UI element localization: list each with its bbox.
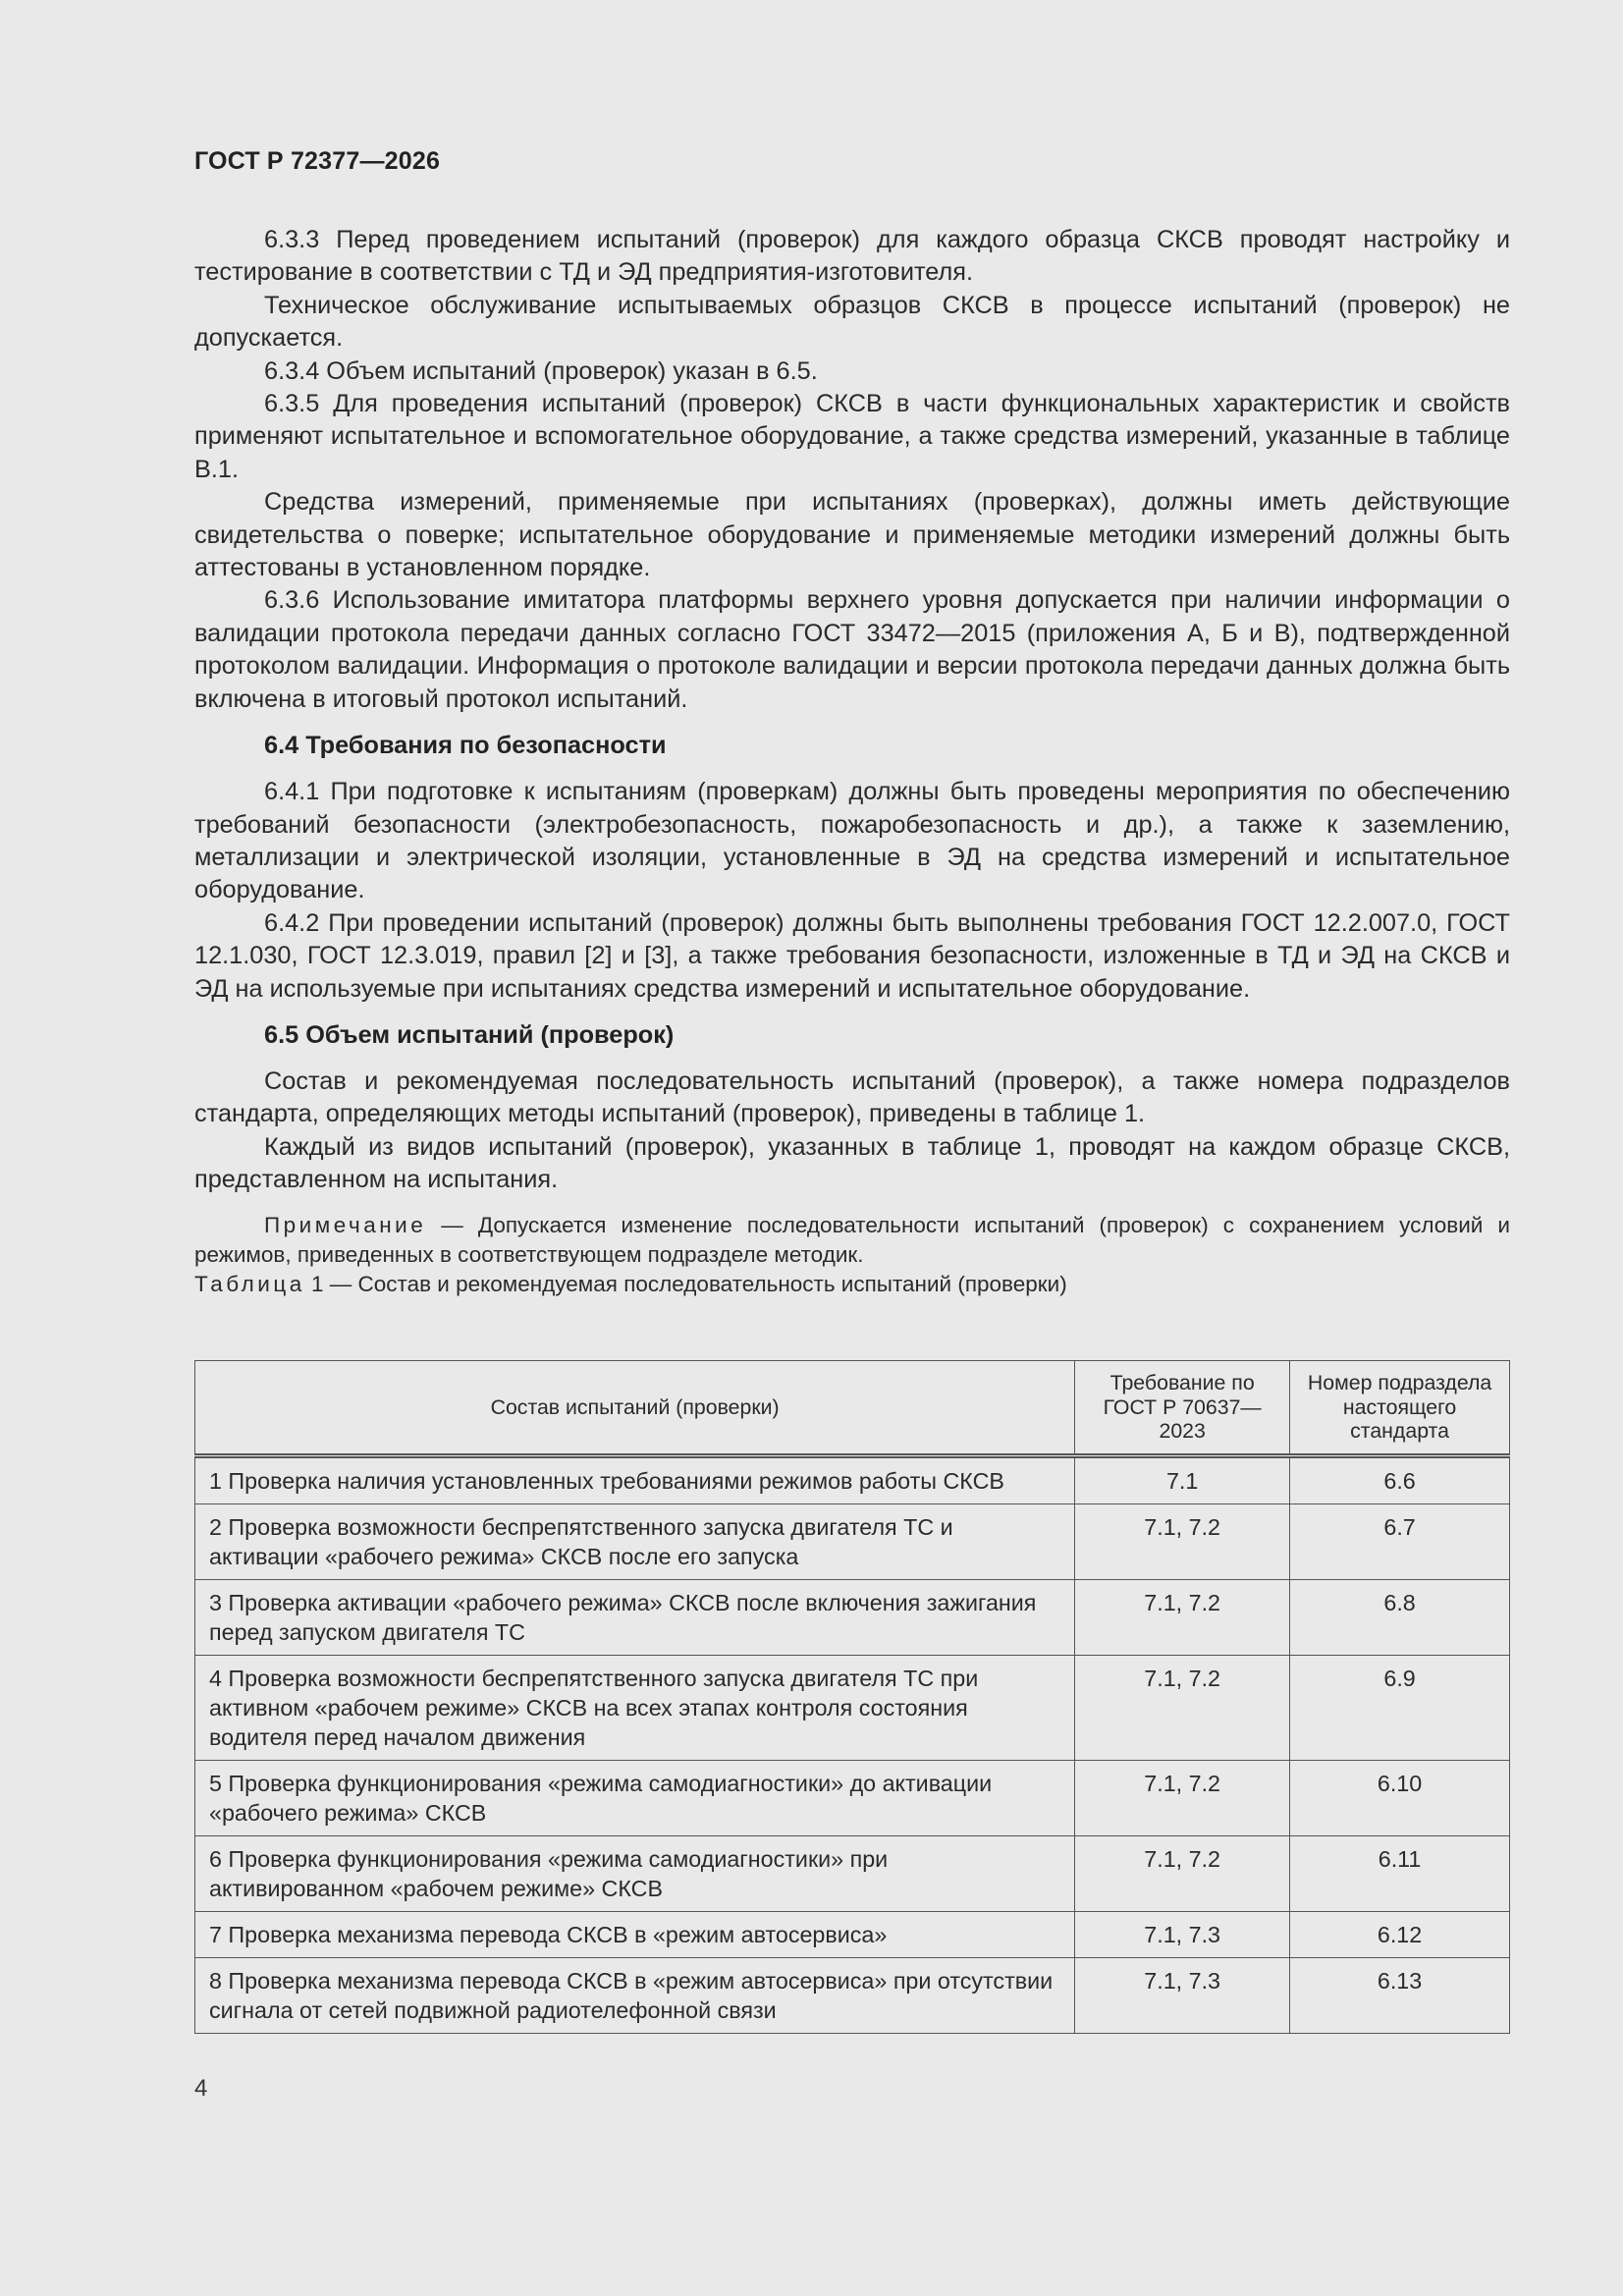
note-label: Примечание (264, 1212, 427, 1237)
body-text (194, 224, 1510, 1299)
test-description: 1 Проверка наличия установленных требованиями режимов работы СКСВ (195, 1456, 1075, 1504)
subsection-ref: 6.7 (1290, 1504, 1510, 1580)
requirement-ref: 7.1, 7.3 (1075, 1912, 1290, 1958)
subsection-ref: 6.8 (1290, 1580, 1510, 1656)
paragraph-maintenance: Техническое обслуживание испытываемых образцов СКСВ в процессе испытаний (проверок) не допускается. (194, 291, 1510, 353)
header-requirement: Требование по ГОСТ Р 70637—2023 (1075, 1361, 1290, 1456)
table-row (195, 1656, 1510, 1761)
subsection-ref: 6.6 (1290, 1456, 1510, 1504)
table-row (195, 1580, 1510, 1656)
test-description: 4 Проверка возможности беспрепятственного запуска двигателя ТС при активном «рабочем режиме» СКСВ на всех этапах контроля состояния водителя перед началом движения (195, 1656, 1075, 1761)
note-text: — Допускается изменение последовательности испытаний (проверок) с сохранением условий и режимов, приведенных в соответствующем подразделе методик. (194, 1212, 1510, 1267)
table-row (195, 1456, 1510, 1504)
test-description: 7 Проверка механизма перевода СКСВ в «режим автосервиса» (195, 1912, 1075, 1958)
standard-header: ГОСТ Р 72377—2026 (194, 147, 441, 175)
note (194, 1211, 1510, 1270)
subsection-ref: 6.13 (1290, 1958, 1510, 2034)
test-description: 2 Проверка возможности беспрепятственного запуска двигателя ТС и активации «рабочего режима» СКСВ после его запуска (195, 1504, 1075, 1580)
table-row (195, 1912, 1510, 1958)
table-caption-text: 1 — Состав и рекомендуемая последовательность испытаний (проверки) (304, 1271, 1067, 1296)
paragraph-6-3-4: 6.3.4 Объем испытаний (проверок) указан в 6.5. (264, 356, 818, 385)
paragraph-6-4-1: 6.4.1 При подготовке к испытаниям (проверкам) должны быть проведены мероприятия по обеспечению требований безопасности (электробезопасность, пожаробезопасность и др.), а также к заземлению, металлизации и электрической изоляции, установленные в ЭД на средства измерений и испытательное оборудование. (194, 778, 1510, 904)
paragraph-6-3-5: 6.3.5 Для проведения испытаний (проверок) СКСВ в части функциональных характеристик и свойств применяют испытательное и вспомогательное оборудование, а также средства измерений, указанные в таблице В.1. (194, 390, 1510, 483)
header-subsection-number: Номер подраздела настоящего стандарта (1290, 1361, 1510, 1456)
test-description: 5 Проверка функционирования «режима самодиагностики» до активации «рабочего режима» СКСВ (195, 1761, 1075, 1836)
paragraph-6-5-composition: Состав и рекомендуемая последовательность испытаний (проверок), а также номера подразделов стандарта, определяющих методы испытаний (проверок), приведены в таблице 1. (194, 1066, 1510, 1128)
subsection-ref: 6.12 (1290, 1912, 1510, 1958)
requirement-ref: 7.1, 7.2 (1075, 1836, 1290, 1912)
test-description: 6 Проверка функционирования «режима самодиагностики» при активированном «рабочем режиме» СКСВ (195, 1836, 1075, 1912)
paragraph-6-3-3: 6.3.3 Перед проведением испытаний (проверок) для каждого образца СКСВ проводят настройку и тестирование в соответствии с ТД и ЭД предприятия-изготовителя. (194, 226, 1510, 287)
requirement-ref: 7.1 (1075, 1456, 1290, 1504)
table-header-row (195, 1361, 1510, 1456)
test-description: 3 Проверка активации «рабочего режима» СКСВ после включения зажигания перед запуском двигателя ТС (195, 1580, 1075, 1656)
table-row (195, 1504, 1510, 1580)
requirement-ref: 7.1, 7.2 (1075, 1656, 1290, 1761)
table-caption (194, 1270, 1510, 1299)
requirement-ref: 7.1, 7.2 (1075, 1504, 1290, 1580)
test-description: 8 Проверка механизма перевода СКСВ в «режим автосервиса» при отсутствии сигнала от сетей подвижной радиотелефонной связи (195, 1958, 1075, 2034)
section-heading-6-5: 6.5 Объем испытаний (проверок) (264, 1020, 675, 1049)
paragraph-6-3-6: 6.3.6 Использование имитатора платформы верхнего уровня допускается при наличии информации о валидации протокола передачи данных согласно ГОСТ 33472—2015 (приложения А, Б и В), подтвержденной протоколом валидации. Информация о протоколе валидации и версии протокола передачи данных должна быть включена в итоговый протокол испытаний. (194, 586, 1510, 713)
tests-table (194, 1360, 1510, 2034)
paragraph-6-5-each-sample: Каждый из видов испытаний (проверок), указанных в таблице 1, проводят на каждом образце СКСВ, представленном на испытания. (194, 1132, 1510, 1194)
subsection-ref: 6.9 (1290, 1656, 1510, 1761)
header-test-composition: Состав испытаний (проверки) (195, 1361, 1075, 1456)
table-row (195, 1836, 1510, 1912)
table-caption-label: Таблица (194, 1271, 305, 1296)
page-number: 4 (194, 2075, 208, 2102)
table-row (195, 1761, 1510, 1836)
table-row (195, 1958, 1510, 2034)
section-heading-6-4: 6.4 Требования по безопасности (264, 732, 667, 760)
subsection-ref: 6.10 (1290, 1761, 1510, 1836)
requirement-ref: 7.1, 7.3 (1075, 1958, 1290, 2034)
paragraph-measuring-instruments: Средства измерений, применяемые при испытаниях (проверках), должны иметь действующие свидетельства о поверке; испытательное оборудование и применяемые методики измерений должны быть аттестованы в установленном порядке. (194, 488, 1510, 582)
requirement-ref: 7.1, 7.2 (1075, 1761, 1290, 1836)
requirement-ref: 7.1, 7.2 (1075, 1580, 1290, 1656)
subsection-ref: 6.11 (1290, 1836, 1510, 1912)
paragraph-6-4-2: 6.4.2 При проведении испытаний (проверок) должны быть выполнены требования ГОСТ 12.2.007.0, ГОСТ 12.1.030, ГОСТ 12.3.019, правил [2] и [3], а также требования безопасности, изложенные в ТД и ЭД на СКСВ и ЭД на используемые при испытаниях средства измерений и испытательное оборудование. (194, 908, 1510, 1003)
